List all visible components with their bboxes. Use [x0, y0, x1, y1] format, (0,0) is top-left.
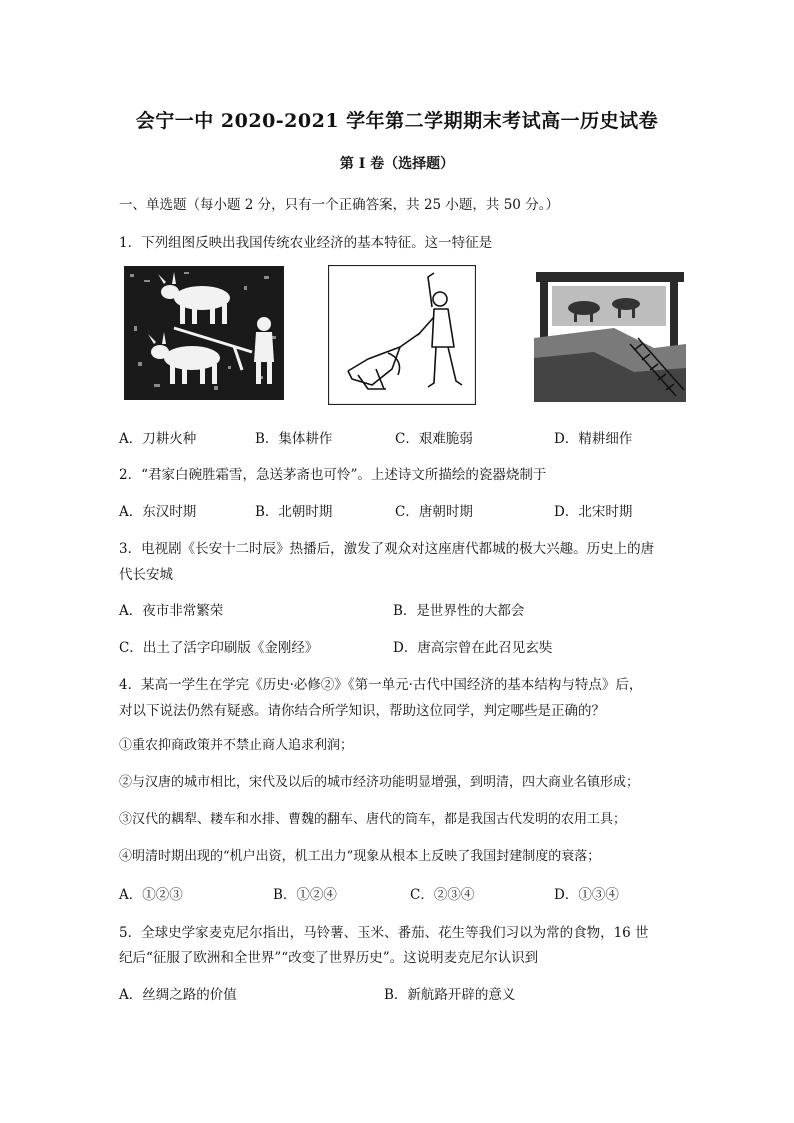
q2-option-b[interactable]: B．北朝时期	[255, 504, 333, 520]
q4-statement-1: ①重农抑商政策并不禁止商人追求利润；	[119, 738, 354, 753]
q3-option-a[interactable]: A．夜市非常繁荣	[119, 603, 224, 619]
q5-option-b[interactable]: B．新航路开辟的意义	[384, 987, 516, 1003]
q1-option-b[interactable]: B．集体耕作	[255, 431, 333, 447]
question-3-stem-line-1: 3．电视剧《长安十二时辰》热播后，激发了观众对这座唐代都城的极大兴趣。历史上的唐	[119, 541, 655, 557]
q3-option-b[interactable]: B．是世界性的大都会	[393, 603, 525, 619]
question-3-stem-line-2: 代长安城	[119, 567, 173, 583]
ox-plowing-relief-image	[124, 266, 284, 400]
question-4-stem-line-2: 对以下说法仍然有疑惑。请你结合所学知识，帮助这位同学，判定哪些是正确的？	[119, 703, 605, 719]
q3-option-c[interactable]: C．出土了活字印刷版《金刚经》	[119, 640, 319, 656]
waterwheel-irrigation-image	[534, 268, 686, 402]
q3-option-d[interactable]: D．唐高宗曾在此召见玄奘	[393, 640, 553, 656]
q2-option-c[interactable]: C．唐朝时期	[395, 504, 473, 520]
q4-statement-2: ②与汉唐的城市相比，宋代及以后的城市经济功能明显增强，到明清，四大商业名镇形成；	[119, 775, 640, 790]
question-5-stem-line-2: 纪后“征服了欧洲和全世界”“改变了世界历史”。这说明麦克尼尔认识到	[119, 950, 539, 966]
q4-option-a[interactable]: A．①②③	[119, 887, 183, 903]
exam-title: 会宁一中 2020-2021 学年第二学期期末考试高一历史试卷	[135, 110, 659, 132]
q1-option-a[interactable]: A．刀耕火种	[119, 431, 197, 447]
section-heading: 一、单选题（每小题 2 分，只有一个正确答案，共 25 小题，共 50 分。）	[119, 197, 559, 213]
farmer-plow-drawing-image	[328, 265, 476, 405]
q4-statement-3: ③汉代的耦犁、耧车和水排、曹魏的翻车、唐代的筒车，都是我国古代发明的农用工具；	[119, 812, 627, 827]
q4-option-d[interactable]: D．①③④	[554, 887, 619, 903]
q4-statement-4: ④明清时期出现的“机户出资，机工出力”现象从根本上反映了我国封建制度的衰落；	[119, 849, 601, 864]
question-1-stem: 1．下列组图反映出我国传统农业经济的基本特征。这一特征是	[119, 235, 493, 251]
q1-option-d[interactable]: D．精耕细作	[554, 431, 633, 447]
question-5-stem-line-1: 5．全球史学家麦克尼尔指出，马铃薯、玉米、番茄、花生等我们习以为常的食物，16 世	[119, 925, 649, 941]
q2-option-a[interactable]: A．东汉时期	[119, 504, 197, 520]
q4-option-c[interactable]: C．②③④	[410, 887, 475, 903]
volume-subtitle: 第 I 卷（选择题）	[339, 156, 455, 172]
question-2-stem: 2．“君家白碗胜霜雪，急送茅斋也可怜”。上述诗文所描绘的瓷器烧制于	[119, 467, 547, 483]
q4-option-b[interactable]: B．①②④	[273, 887, 337, 903]
q2-option-d[interactable]: D．北宋时期	[554, 504, 633, 520]
q5-option-a[interactable]: A．丝绸之路的价值	[119, 987, 237, 1003]
q1-option-c[interactable]: C．艰难脆弱	[395, 431, 473, 447]
question-4-stem-line-1: 4．某高一学生在学完《历史·必修②》《第一单元·古代中国经济的基本结构与特点》后，	[119, 677, 643, 693]
